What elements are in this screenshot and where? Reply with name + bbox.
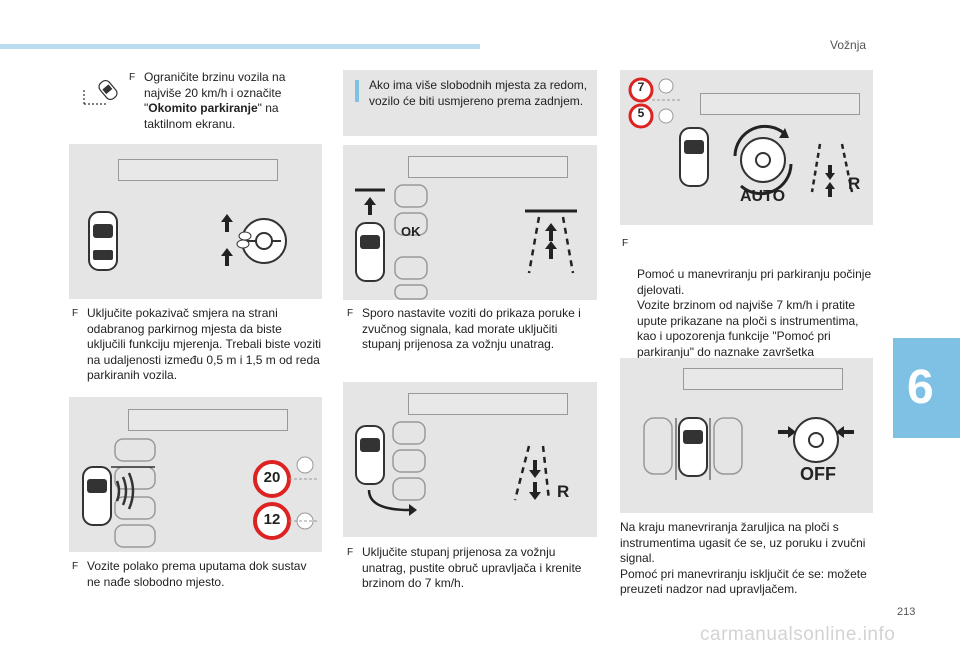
bullet: F [622, 238, 629, 249]
figure-reverse [343, 382, 597, 537]
figure-indicator [69, 144, 322, 299]
speed-sign-7: 7 [637, 80, 645, 94]
chapter-tab [893, 338, 960, 438]
step2-text: Uključite pokazivač smjera na strani odabranog parkirnog mjesta da biste uključili funkciju mjerenja. Trebali biste voziti na udaljenosti između 0,5 m i 1,5 m od reda parkiranih vozila. [87, 306, 322, 382]
info-box [343, 70, 597, 136]
step3-text: Vozite polako prema uputama dok sustav ne nađe slobodno mjesto. [87, 559, 307, 589]
bullet: F [347, 308, 354, 319]
col1-step2 [72, 306, 322, 384]
page-number: 213 [897, 606, 916, 618]
auto-label: AUTO [740, 188, 786, 205]
touchscreen-icon [82, 78, 122, 106]
header-bar [0, 44, 480, 49]
col1-step3 [72, 559, 322, 590]
speed-sign-5: 5 [637, 106, 645, 120]
bullet: F [72, 308, 79, 319]
off-label: OFF [800, 464, 836, 484]
section-title: Vožnja [830, 38, 867, 52]
col2-step1 [347, 306, 597, 353]
col2-step2-text: Uključite stupanj prijenosa za vožnju unatrag, pustite obruč upravljača i krenite brzinom do 7 km/h. [362, 545, 582, 590]
step1-text-b: " na taktilnom ekranu. [144, 101, 279, 131]
speed-sign-20: 20 [263, 469, 281, 486]
col2-step2 [347, 545, 597, 592]
gear-r-label: R [848, 174, 861, 193]
speed-sign-12: 12 [263, 511, 281, 528]
step1-bold: Okomito parkiranje [148, 101, 258, 115]
info-bar [355, 80, 359, 102]
chapter-number: 6 [907, 361, 934, 414]
col3-end-text: Na kraju manevriranja žaruljica na ploči s instrumentima ugasit će se, uz poruku i zvučni signal. Pomoć pri manevriranju isključit će se: možete preuzeti nadzor nad upravljačem. [620, 520, 867, 596]
gear-r-label: R [557, 482, 570, 501]
bullet: F [129, 72, 136, 83]
figure-stop [343, 145, 597, 300]
bullet: F [347, 547, 354, 558]
figure-auto [620, 70, 873, 225]
ok-label: OK [401, 224, 421, 239]
figure-search [69, 397, 322, 552]
col2-step1-text: Sporo nastavite voziti do prikaza poruke i zvučnog signala, kad morate uključiti stupanj prijenosa za vožnju unatrag. [362, 306, 581, 351]
col1-step1 [129, 70, 314, 132]
car-icon [89, 212, 117, 270]
step1-text-a: Ograničite brzinu vozila na najviše 20 km/h i označite " [144, 70, 286, 115]
footer-watermark: carmanualsonline.info [700, 624, 896, 645]
bullet: F [72, 561, 79, 572]
figure-off [620, 358, 873, 513]
info-text: Ako ima više slobodnih mjesta za redom, vozilo će biti usmjereno prema zadnjem. [369, 78, 588, 108]
col3-step1-text: Pomoć u manevriranju pri parkiranju počinje djelovati. Vozite brzinom od najviše 7 km/h i pratite upute prikazane na ploči s instrumentima, kao i upozorenja funkcije "Pomoć pri parkiranju" do naznake završetka [637, 267, 872, 359]
